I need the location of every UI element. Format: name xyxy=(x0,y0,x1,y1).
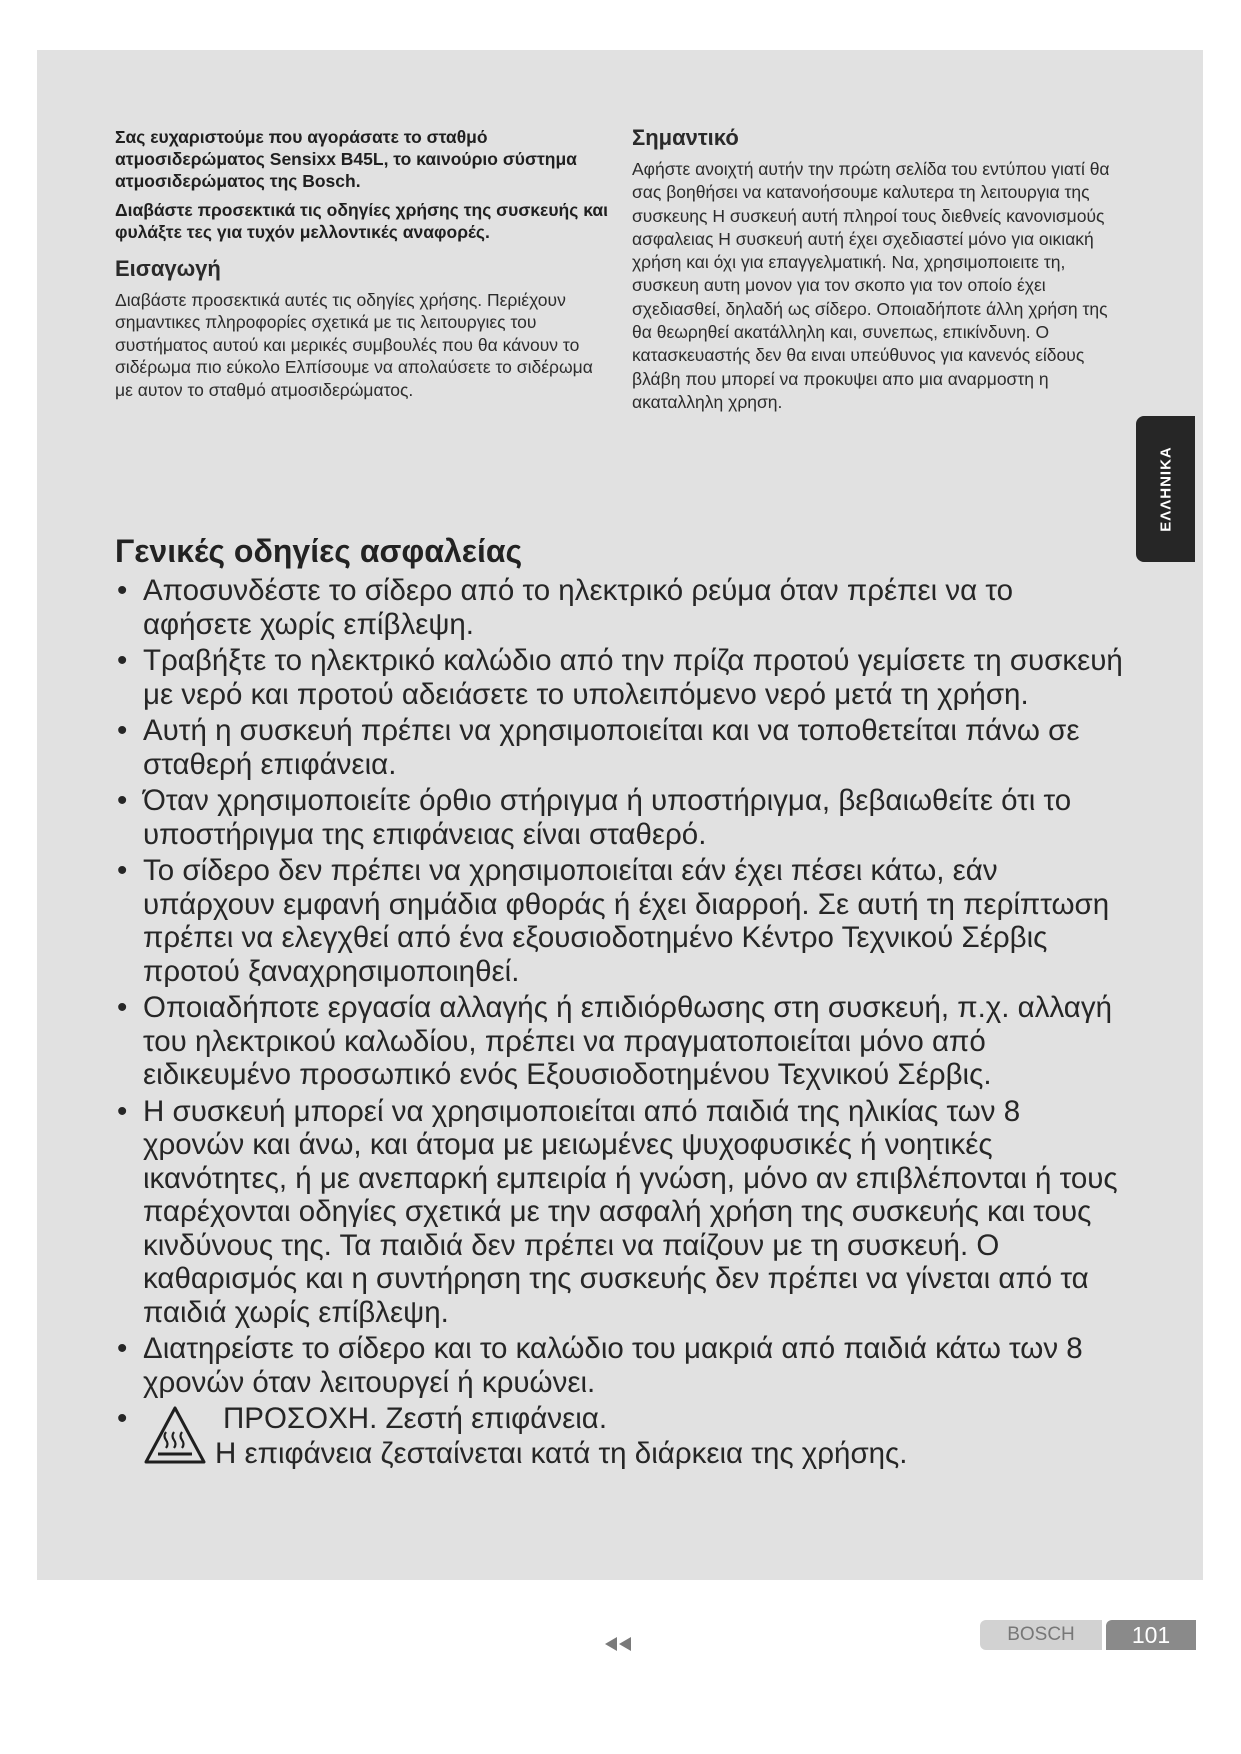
safety-item-text: Τραβήξτε το ηλεκτρικό καλώδιο από την πρίζα προτού γεμίσετε τη συσκευή με νερό και προτού αδειάσετε το υπολειπόμενο νερό μετά τη χρήση. xyxy=(143,644,1123,711)
bullet-dot: • xyxy=(117,714,128,747)
bullet-dot: • xyxy=(117,644,128,677)
bullet-dot: • xyxy=(117,784,128,817)
safety-item-text: Όταν χρησιμοποιείτε όρθιο στήριγμα ή υποστήριγμα, βεβαιωθείτε ότι το υποστήριγμα της επιφάνειας είναι σταθερό. xyxy=(143,784,1072,851)
safety-item-text: Οποιαδήποτε εργασία αλλαγής ή επιδιόρθωσης στη συσκευή, π.χ. αλλαγή του ηλεκτρικού καλωδίου, πρέπει να πραγματοποιείται μόνο από ειδικευμένο προσωπικό ενός Εξουσιοδοτημένου Τεχνικού Σέρβις. xyxy=(143,991,1113,1091)
safety-item-text: Αποσυνδέστε το σίδερο από το ηλεκτρικό ρεύμα όταν πρέπει να το αφήσετε χωρίς επίβλεψη. xyxy=(143,574,1014,641)
rewind-arrows-icon xyxy=(600,1634,636,1654)
safety-item-text: Το σίδερο δεν πρέπει να χρησιμοποιείται εάν έχει πέσει κάτω, εάν υπάρχουν εμφανή σημάδια φθοράς ή έχει διαρροή. Σε αυτή τη περίπτωση πρέπει να ελεγχθεί από ένα εξουσιοδοτημένο Κέντρο Τεχνικού Σέρβις προτού ξαναχρησιμοποιηθεί. xyxy=(143,854,1110,988)
important-heading: Σημαντικό xyxy=(632,125,739,150)
important-text: Αφήστε ανοιχτή αυτήν την πρώτη σελίδα του εντύπου γιατί θα σας βοηθήσει να κατανοήσουμε καλυτερα τη λειτουργια της συσκευης Η συσκευή αυτή πληροί τους διεθνείς κανονισμούς ασφαλειας Η συσκευή αυτή έχει σχεδιαστεί μόνο για οικιακή χρήση και όχι για επαγγελματική. Να, χρησιμοποιειτε τη, συσκευη αυτη μονον για τον σκοπο για τον οποίο έχει σχεδιασθεί, δηλαδή ως σίδερο. Οποιαδήποτε άλλη χρήση της θα θεωρηθεί ακατάλληλη και, συνεπως, επικίνδυνη. Ο κατασκευαστής δεν θα ειναι υπεύθυνος για κανενός είδους βλάβη που μπορεί να προκυψει απο μια αναρμοστη η ακαταλληλη χρηση. xyxy=(632,159,1110,412)
bullet-dot: • xyxy=(117,1332,128,1365)
page-number: 101 xyxy=(1106,1620,1196,1650)
read-instructions-paragraph: Διαβάστε προσεκτικά τις οδηγίες χρήσης της συσκευής και φυλάξτε τες για τυχόν μελλοντικές αναφορές. xyxy=(115,200,608,242)
safety-item xyxy=(115,854,1125,988)
safety-item xyxy=(115,644,1125,711)
bullet-dot: • xyxy=(117,574,128,607)
bullet-dot: • xyxy=(117,1402,128,1435)
caution-title: ΠΡΟΣΟΧΗ. Ζεστή επιφάνεια. xyxy=(223,1402,608,1435)
bullet-dot: • xyxy=(117,991,128,1024)
language-tab-label: ΕΛΛΗΝΙΚΑ xyxy=(1157,446,1174,532)
safety-item xyxy=(115,714,1125,781)
important-column xyxy=(632,126,1112,414)
hot-surface-warning-icon xyxy=(143,1404,207,1466)
safety-item-text: Η συσκευή μπορεί να χρησιμοποιείται από παιδιά της ηλικίας των 8 χρονών και άνω, και άτομα με μειωμένες ψυχοφυσικές ή νοητικές ικανότητες, ή με ανεπαρκή εμπειρία ή γνώση, μόνο αν επιβλέπονται ή τους παρέχονται οδηγίες σχετικά με την ασφαλή χρήση της συσκευής και τους κινδύνους της. Τα παιδιά δεν πρέπει να παίζουν με τη συσκευή. Ο καθαρισμός και η συντήρηση της συσκευής δεν πρέπει να γίνεται από τα παιδιά χωρίς επίβλεψη. xyxy=(143,1094,1118,1329)
bullet-dot: • xyxy=(117,854,128,887)
intro-column xyxy=(115,126,615,401)
thank-you-paragraph: Σας ευχαριστούμε που αγοράσατε το σταθμό ατμοσιδερώματος Sensixx B45L, το καινούριο σύστημα ατμοσιδερώματος της Bosch. xyxy=(115,127,577,191)
caution-item xyxy=(115,1402,1125,1474)
caution-text: Η επιφάνεια ζεσταίνεται κατά τη διάρκεια της χρήσης. xyxy=(215,1437,908,1470)
bullet-dot: • xyxy=(117,1094,128,1128)
safety-item-text: Αυτή η συσκευή πρέπει να χρησιμοποιείται και να τοποθετείται πάνω σε σταθερή επιφάνεια. xyxy=(143,714,1080,781)
safety-item xyxy=(115,784,1125,851)
safety-item xyxy=(115,991,1125,1092)
safety-item-text: Διατηρείστε το σίδερο και το καλώδιο του μακριά από παιδιά κάτω των 8 χρονών όταν λειτουργεί ή κρυώνει. xyxy=(143,1332,1083,1399)
safety-item xyxy=(115,574,1125,641)
safety-item xyxy=(115,1332,1125,1399)
introduction-heading: Εισαγωγή xyxy=(115,256,221,281)
safety-item xyxy=(115,1095,1125,1330)
brand-label: BOSCH xyxy=(980,1620,1102,1650)
safety-title: Γενικές οδηγίες ασφαλείας xyxy=(115,533,523,569)
safety-list xyxy=(115,574,1125,1477)
language-tab xyxy=(1136,416,1195,562)
introduction-text: Διαβάστε προσεκτικά αυτές τις οδηγίες χρήσης. Περιέχουν σημαντικες πληροφορίες σχετικά με τις λειτουργιες του συστήματος αυτού και μερικές συμβουλές που θα κάνουν το σιδέρωμα πιο εύκολο Ελπίσουμε να απολαύσετε το σιδέρωμα με αυτον το σταθμό ατμοσιδερώματος. xyxy=(115,290,593,400)
